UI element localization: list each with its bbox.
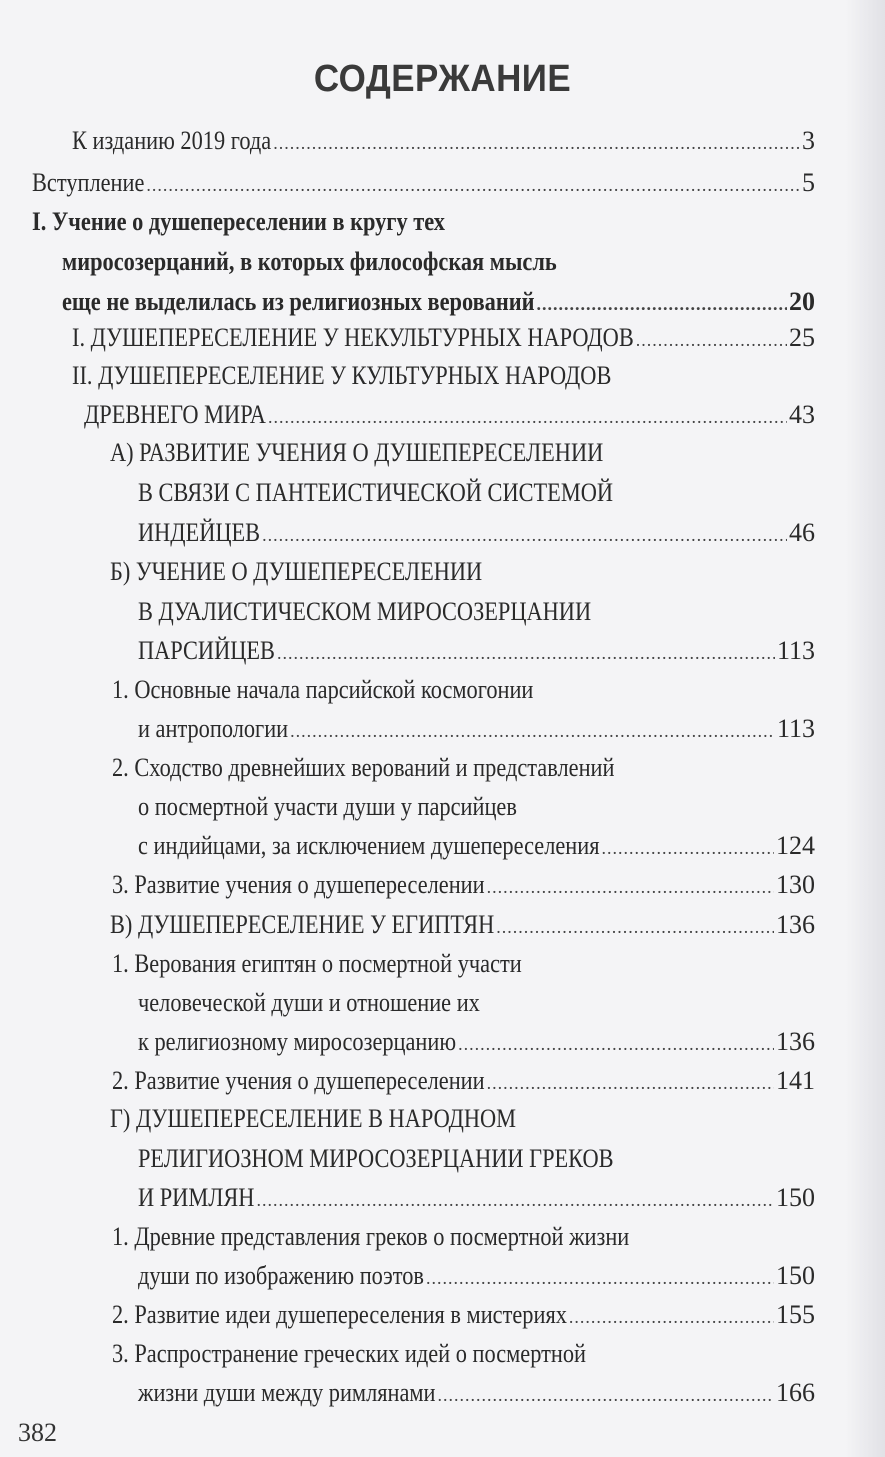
toc-part-heading [32, 207, 445, 237]
toc-entry-text: Вступление [32, 168, 145, 197]
toc-entry [112, 1066, 815, 1098]
toc-entry-page: 113 [776, 714, 815, 743]
toc-entry [32, 168, 815, 200]
toc-entry [138, 1144, 614, 1174]
toc-entry-text: В) ДУШЕПЕРЕСЕЛЕНИЕ У ЕГИПТЯН [110, 910, 495, 939]
toc-entry [138, 988, 480, 1018]
toc-entry-page: 43 [789, 400, 815, 429]
leader-dots [487, 1068, 774, 1098]
toc-entry-text: и антропологии [138, 714, 289, 743]
toc-entry-page: 3 [802, 126, 815, 155]
toc-entry-page: 113 [776, 636, 815, 665]
leader-dots [602, 833, 775, 863]
leader-dots [496, 912, 774, 942]
toc-entry-page: 25 [789, 323, 815, 352]
leader-dots [277, 638, 775, 668]
toc-entry-text: еще не выделилась из религиозных верований [62, 287, 535, 316]
toc-entry-page: 46 [789, 518, 815, 547]
toc-entry-text: к религиозному миросозерцанию [138, 1027, 457, 1056]
toc-entry [138, 1027, 815, 1059]
toc-entry [112, 1300, 815, 1332]
toc-entry [72, 361, 611, 391]
toc-entry [138, 518, 815, 550]
toc-entry [110, 910, 815, 942]
toc-entry-page: 5 [802, 168, 815, 197]
toc-entry-page: 150 [776, 1183, 815, 1212]
toc-entry [112, 1339, 586, 1369]
toc-entry-text: Г) ДУШЕПЕРЕСЕЛЕНИЕ В НАРОДНОМ [110, 1104, 517, 1133]
leader-dots [146, 170, 800, 200]
toc-entry-text: РЕЛИГИОЗНОМ МИРОСОЗЕРЦАНИИ ГРЕКОВ [138, 1144, 614, 1173]
toc-entry-page: 136 [776, 1027, 815, 1056]
toc-entry-page: 155 [776, 1300, 815, 1329]
leader-dots [458, 1029, 774, 1059]
toc-entry-text: 1. Верования египтян о посмертной участи [112, 949, 522, 978]
toc-entry-text: В СВЯЗИ С ПАНТЕИСТИЧЕСКОЙ СИСТЕМОЙ [138, 478, 614, 507]
toc-entry-page: 130 [776, 870, 815, 899]
toc-entry-text: А) РАЗВИТИЕ УЧЕНИЯ О ДУШЕПЕРЕСЕЛЕНИИ [110, 438, 604, 467]
toc-entry-text: I. ДУШЕПЕРЕСЕЛЕНИЕ У НЕКУЛЬТУРНЫХ НАРОДОВ [72, 323, 634, 352]
toc-entry-text: 3. Развитие учения о душепереселении [112, 870, 485, 899]
toc-entry-text: души по изображению поэтов [138, 1261, 424, 1290]
leader-dots [426, 1263, 774, 1293]
toc-entry-text: миросозерцаний, в которых философская мысль [62, 247, 557, 276]
toc-entry [112, 870, 815, 902]
leader-dots [636, 325, 787, 355]
toc-entry [72, 323, 815, 355]
leader-dots [273, 128, 800, 158]
toc-entry-text: ДРЕВНЕГО МИРА [84, 400, 266, 429]
toc-entry [112, 753, 614, 783]
toc-entry-page: 166 [776, 1378, 815, 1407]
toc-entry-text: 2. Развитие идеи душепереселения в мистериях [112, 1300, 567, 1329]
toc-entry [138, 478, 613, 508]
leader-dots [290, 716, 775, 746]
toc-entry [138, 831, 815, 863]
toc-entry-text: ПАРСИЙЦЕВ [138, 636, 275, 665]
toc-entry-text: I. Учение о душепереселении в кругу тех [32, 207, 445, 236]
toc-entry-page: 136 [776, 910, 815, 939]
toc-entry-text: К изданию 2019 года [72, 126, 272, 155]
leader-dots [438, 1380, 774, 1410]
toc-entry [138, 714, 815, 746]
leader-dots [262, 520, 787, 550]
toc-entry [138, 1261, 815, 1293]
toc-entry-text: В ДУАЛИСТИЧЕСКОМ МИРОСОЗЕРЦАНИИ [138, 597, 592, 626]
toc-entry-page: 124 [776, 831, 815, 860]
toc-entry-page: 20 [789, 287, 815, 316]
toc-entry [62, 287, 815, 319]
leader-dots [256, 1185, 774, 1215]
toc-entry [112, 949, 522, 979]
toc-entry-text: ИНДЕЙЦЕВ [138, 518, 261, 547]
toc-entry-text: жизни души между римлянами [138, 1378, 436, 1407]
page-number: 382 [18, 1418, 57, 1447]
leader-dots [268, 402, 787, 432]
leader-dots [569, 1302, 774, 1332]
toc-entry-text: с индийцами, за исключением душепереселения [138, 831, 600, 860]
toc-entry [110, 438, 603, 468]
toc-entry-text: 1. Древние представления греков о посмертной жизни [112, 1222, 630, 1251]
toc-entry [112, 1222, 629, 1252]
toc-part-heading [62, 247, 557, 277]
toc-entry-page: 150 [776, 1261, 815, 1290]
toc-entry-text: 2. Сходство древнейших верований и представлений [112, 753, 615, 782]
toc-entry-text: о посмертной участи души у парсийцев [138, 792, 517, 821]
page-edge-shadow [845, 0, 885, 1457]
toc-entry [84, 400, 815, 432]
toc-entry [72, 126, 815, 158]
toc-entry-text: Б) УЧЕНИЕ О ДУШЕПЕРЕСЕЛЕНИИ [110, 557, 483, 586]
toc-entry-text: 3. Распространение греческих идей о посмертной [112, 1339, 586, 1368]
toc-entry-text: И РИМЛЯН [138, 1183, 255, 1212]
toc-entry [138, 597, 591, 627]
toc-entry-text: II. ДУШЕПЕРЕСЕЛЕНИЕ У КУЛЬТУРНЫХ НАРОДОВ [72, 361, 612, 390]
toc-entry-text: 2. Развитие учения о душепереселении [112, 1066, 485, 1095]
toc-entry-page: 141 [776, 1066, 815, 1095]
toc-entry [110, 557, 482, 587]
toc-entry [138, 1378, 815, 1410]
toc-entry-text: 1. Основные начала парсийской космогонии [112, 675, 534, 704]
leader-dots [537, 289, 787, 319]
toc-entry [110, 1104, 516, 1134]
toc-entry [138, 636, 815, 668]
toc-entry [112, 675, 533, 705]
leader-dots [487, 872, 774, 902]
toc-entry [138, 792, 517, 822]
page-title: СОДЕРЖАНИЕ [313, 58, 572, 100]
toc-entry-text: человеческой души и отношение их [138, 988, 480, 1017]
toc-entry [138, 1183, 815, 1215]
